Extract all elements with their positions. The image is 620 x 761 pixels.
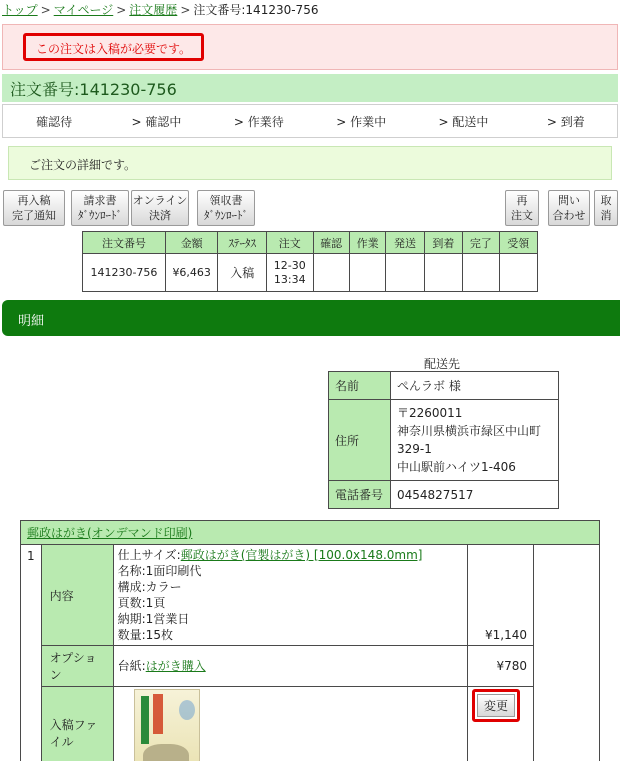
shipping-address-value: [391, 400, 559, 481]
option-prefix: 台紙:: [117, 659, 146, 673]
cancel-order-button[interactable]: [594, 190, 618, 226]
product-option-row: [21, 646, 600, 687]
cell-status: 入稿: [218, 254, 267, 292]
cell-arrived: [424, 254, 462, 292]
reupload-complete-button[interactable]: [3, 190, 65, 226]
header-shipped: 発送: [386, 232, 424, 254]
cancel-button-line2: 消: [600, 209, 612, 222]
option-details: [113, 646, 467, 687]
option-link[interactable]: はがき購入: [145, 659, 206, 673]
product-content-row: [21, 545, 600, 646]
shipping-name-label: 名前: [329, 372, 391, 400]
product-index: 1: [21, 545, 42, 761]
product-file-row: [21, 687, 600, 761]
online-button-line1: オンライン: [132, 194, 188, 207]
cell-completed: [463, 254, 499, 292]
file-action-cell: [468, 687, 534, 761]
address-line: 神奈川県横浜市緑区中山町: [397, 424, 542, 438]
shipping-address-row: [329, 400, 559, 481]
header-confirmed: 確認: [313, 232, 349, 254]
header-amount: 金額: [165, 232, 218, 254]
step-shipping: > 配送中: [438, 114, 489, 129]
step-confirming: > 確認中: [131, 114, 182, 129]
alert-message: この注文は入稿が必要です。: [23, 33, 204, 61]
header-order-number: 注文番号: [83, 232, 166, 254]
option-price: ¥780: [468, 646, 534, 687]
order-title: 注文番号:141230-756: [2, 74, 618, 102]
table-row: [83, 254, 538, 292]
invoice-button-line2: ﾀﾞｳﾝﾛｰﾄﾞ: [78, 209, 122, 222]
invoice-download-button[interactable]: [71, 190, 129, 226]
shipping-phone-value: 0454827517: [391, 481, 559, 509]
shipping-name-row: [329, 372, 559, 400]
breadcrumb-current: 注文番号:141230-756: [193, 3, 319, 17]
postcard-thumbnail-image[interactable]: [134, 689, 200, 761]
header-completed: 完了: [463, 232, 499, 254]
detail-line: 構成:カラー: [117, 580, 182, 594]
step-arrived: > 到着: [546, 114, 585, 129]
size-prefix: 仕上サイズ:: [117, 548, 181, 562]
change-file-button[interactable]: 変更: [477, 694, 515, 717]
detail-line: 名称:1面印刷代: [117, 564, 202, 578]
address-line: 329-1: [397, 442, 432, 456]
step-work-wait: > 作業待: [233, 114, 284, 129]
cell-confirmed: [313, 254, 349, 292]
breadcrumb-separator: >: [180, 3, 191, 17]
cell-order-number: 141230-756: [83, 254, 166, 292]
header-arrived: 到着: [424, 232, 462, 254]
inquiry-button-line2: 合わせ: [552, 209, 586, 222]
order-status-table: [82, 231, 538, 292]
section-title-details: 明細: [2, 300, 620, 336]
cell-received: [499, 254, 537, 292]
shipping-phone-row: [329, 481, 559, 509]
header-ordered: 注文: [267, 232, 314, 254]
receipt-button-line2: ﾀﾞｳﾝﾛｰﾄﾞ: [204, 209, 248, 222]
change-file-button-highlight: [472, 689, 520, 722]
cell-working: [349, 254, 385, 292]
detail-line: 頁数:1頁: [117, 596, 166, 610]
reupload-button-line1: 再入稿: [17, 194, 51, 207]
inquiry-button-line1: 問い: [558, 194, 580, 207]
status-table-header: [83, 232, 538, 254]
header-status: ｽﾃｰﾀｽ: [218, 232, 267, 254]
reorder-button[interactable]: [505, 190, 539, 226]
content-label: 内容: [41, 545, 113, 646]
cancel-button-line1: 取: [600, 194, 612, 207]
breadcrumb-history-link[interactable]: 注文履歴: [129, 3, 178, 17]
product-title-link[interactable]: 郵政はがき(オンデマンド印刷): [27, 526, 193, 540]
inquiry-button[interactable]: [548, 190, 590, 226]
reorder-button-line2: 注文: [511, 209, 533, 222]
shipping-table: [328, 371, 559, 509]
size-link[interactable]: 郵政はがき(官製はがき) [100.0x148.0mm]: [180, 548, 423, 562]
step-confirm-wait: 確認待: [36, 114, 73, 129]
invoice-button-line1: 請求書: [83, 194, 117, 207]
content-details: [113, 545, 467, 646]
shipping-phone-label: 電話番号: [329, 481, 391, 509]
size-line: [118, 547, 463, 563]
address-line: 〒2260011: [397, 406, 463, 420]
content-price: ¥1,140: [468, 545, 534, 646]
breadcrumb-mypage-link[interactable]: マイページ: [53, 3, 114, 17]
cell-ordered: 12-30 13:34: [267, 254, 314, 292]
shipping-name-value: ぺんラボ 様: [391, 372, 559, 400]
reupload-button-line2: 完了通知: [12, 209, 56, 222]
step-working: > 作業中: [336, 114, 387, 129]
alert-panel: [2, 24, 618, 70]
address-line: 中山駅前ハイツ1-406: [397, 460, 516, 474]
online-payment-button[interactable]: [131, 190, 189, 226]
order-progress-steps: [2, 104, 618, 138]
file-label: 入稿ファイル: [41, 687, 113, 761]
option-label: オプション: [41, 646, 113, 687]
reorder-button-line1: 再: [516, 194, 528, 207]
product-table: [20, 520, 600, 761]
breadcrumb-separator: >: [40, 3, 51, 17]
breadcrumb-top-link[interactable]: トップ: [2, 3, 38, 17]
cell-shipped: [386, 254, 424, 292]
shipping-address-label: 住所: [329, 400, 391, 481]
detail-line: 納期:1営業日: [117, 612, 190, 626]
breadcrumb-separator: >: [116, 3, 127, 17]
cell-amount: ¥6,463: [165, 254, 218, 292]
header-working: 作業: [349, 232, 385, 254]
file-preview-cell: [113, 687, 467, 761]
online-button-line2: 決済: [149, 209, 171, 222]
receipt-button-line1: 領収書: [209, 194, 243, 207]
breadcrumb: [2, 1, 318, 19]
detail-line: 数量:15枚: [117, 628, 173, 642]
shipping-title: 配送先: [424, 357, 461, 371]
receipt-download-button[interactable]: [197, 190, 255, 226]
info-message: ご注文の詳細です。: [8, 146, 612, 180]
product-right-blank: [534, 545, 600, 761]
header-received: 受領: [499, 232, 537, 254]
product-title-row: [21, 521, 600, 545]
